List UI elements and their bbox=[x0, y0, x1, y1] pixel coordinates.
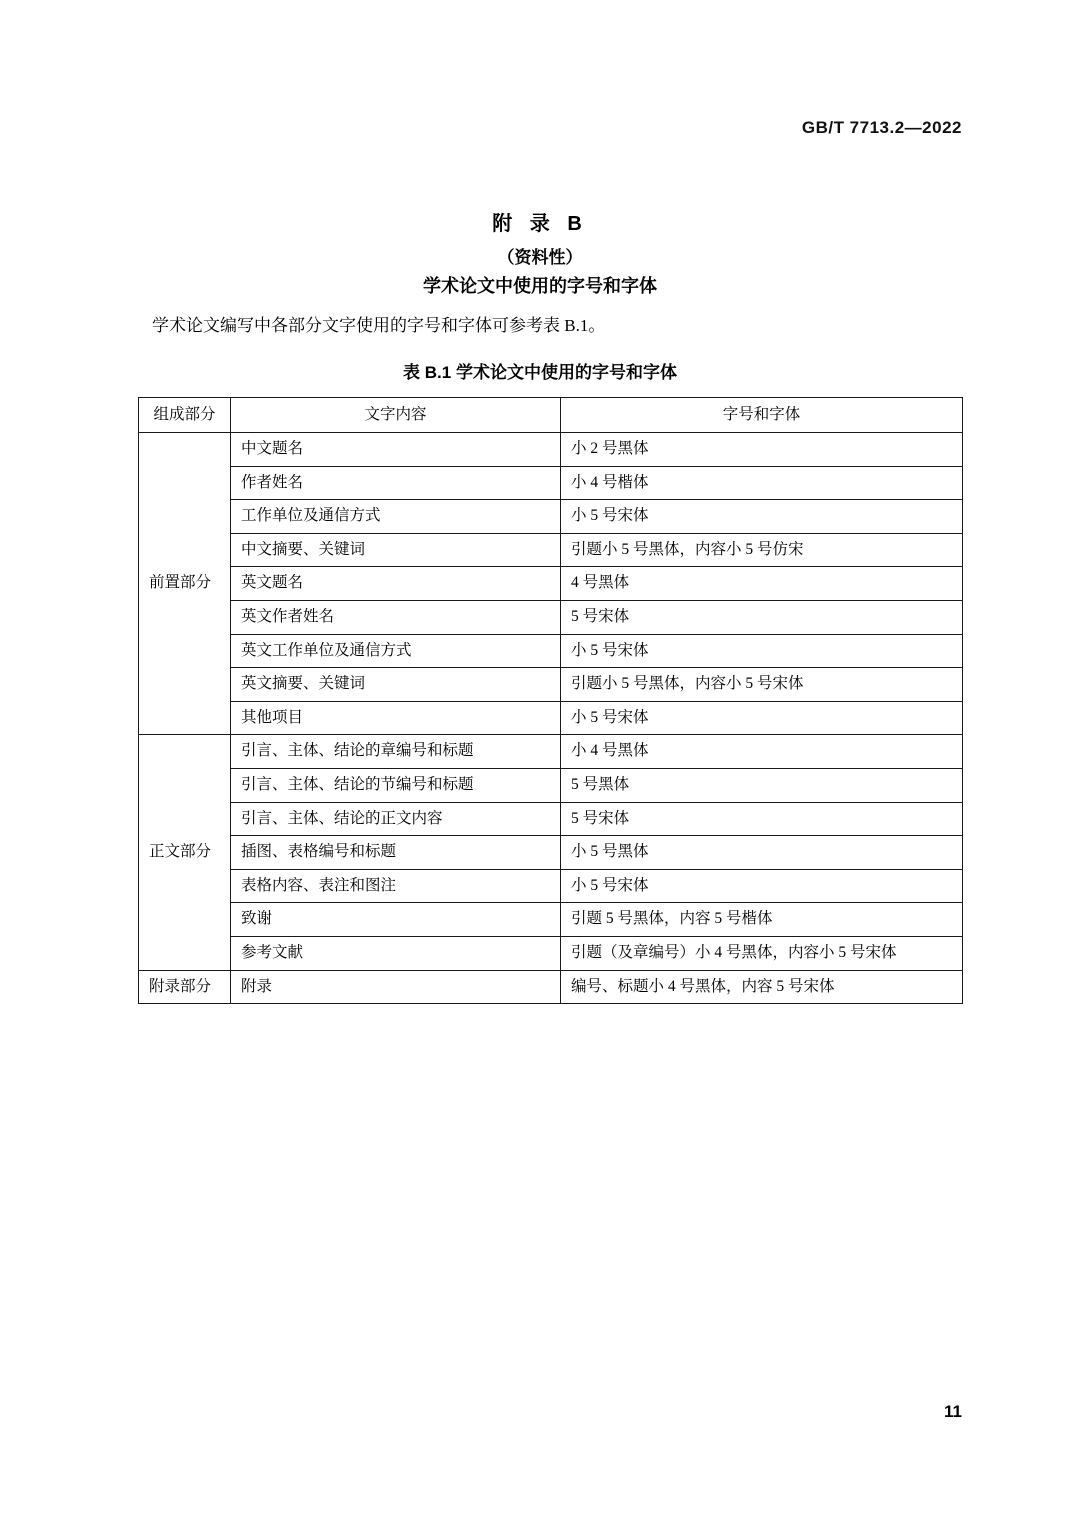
cell-content: 英文摘要、关键词 bbox=[231, 668, 561, 702]
cell-font-spec: 小 5 号宋体 bbox=[561, 500, 963, 534]
cell-content: 引言、主体、结论的正文内容 bbox=[231, 802, 561, 836]
table-row bbox=[139, 500, 963, 534]
column-header-part: 组成部分 bbox=[139, 398, 231, 433]
table-row bbox=[139, 903, 963, 937]
cell-font-spec: 引题小 5 号黑体，内容小 5 号宋体 bbox=[561, 668, 963, 702]
table-row bbox=[139, 466, 963, 500]
cell-font-spec: 5 号宋体 bbox=[561, 600, 963, 634]
intro-paragraph: 学术论文编写中各部分文字使用的字号和字体可参考表 B.1。 bbox=[152, 316, 606, 335]
cell-font-spec: 小 5 号黑体 bbox=[561, 836, 963, 870]
cell-font-spec: 5 号黑体 bbox=[561, 768, 963, 802]
cell-content: 致谢 bbox=[231, 903, 561, 937]
row-group-label: 附录部分 bbox=[139, 970, 231, 1004]
row-group-label: 前置部分 bbox=[139, 433, 231, 735]
cell-font-spec: 引题（及章编号）小 4 号黑体，内容小 5 号宋体 bbox=[561, 936, 963, 970]
cell-content: 工作单位及通信方式 bbox=[231, 500, 561, 534]
cell-font-spec: 编号、标题小 4 号黑体，内容 5 号宋体 bbox=[561, 970, 963, 1004]
cell-content: 英文作者姓名 bbox=[231, 600, 561, 634]
cell-content: 英文工作单位及通信方式 bbox=[231, 634, 561, 668]
table-header bbox=[139, 398, 963, 433]
font-spec-table bbox=[138, 397, 963, 1004]
table-row bbox=[139, 600, 963, 634]
cell-content: 英文题名 bbox=[231, 567, 561, 601]
table-header-row bbox=[139, 398, 963, 433]
row-group-label: 正文部分 bbox=[139, 735, 231, 970]
cell-content: 引言、主体、结论的节编号和标题 bbox=[231, 768, 561, 802]
cell-content: 表格内容、表注和图注 bbox=[231, 869, 561, 903]
cell-font-spec: 小 5 号宋体 bbox=[561, 701, 963, 735]
cell-content: 其他项目 bbox=[231, 701, 561, 735]
cell-font-spec: 引题小 5 号黑体，内容小 5 号仿宋 bbox=[561, 533, 963, 567]
table-row bbox=[139, 735, 963, 769]
table-row bbox=[139, 970, 963, 1004]
table-body bbox=[139, 433, 963, 1004]
column-header-font: 字号和字体 bbox=[561, 398, 963, 433]
table-row bbox=[139, 433, 963, 467]
page-number: 11 bbox=[944, 1402, 962, 1421]
cell-font-spec: 小 4 号黑体 bbox=[561, 735, 963, 769]
annex-kind: （资料性） bbox=[497, 248, 583, 267]
table-row bbox=[139, 668, 963, 702]
standard-number-header: GB/T 7713.2—2022 bbox=[801, 118, 962, 137]
cell-content: 引言、主体、结论的章编号和标题 bbox=[231, 735, 561, 769]
cell-font-spec: 小 4 号楷体 bbox=[561, 466, 963, 500]
cell-content: 参考文献 bbox=[231, 936, 561, 970]
table-row bbox=[139, 533, 963, 567]
cell-font-spec: 小 5 号宋体 bbox=[561, 869, 963, 903]
cell-content: 插图、表格编号和标题 bbox=[231, 836, 561, 870]
cell-font-spec: 引题 5 号黑体，内容 5 号楷体 bbox=[561, 903, 963, 937]
cell-font-spec: 小 2 号黑体 bbox=[561, 433, 963, 467]
cell-content: 附录 bbox=[231, 970, 561, 1004]
table-row bbox=[139, 802, 963, 836]
table-row bbox=[139, 936, 963, 970]
cell-content: 作者姓名 bbox=[231, 466, 561, 500]
column-header-content: 文字内容 bbox=[231, 398, 561, 433]
table-caption: 表 B.1 学术论文中使用的字号和字体 bbox=[403, 363, 677, 382]
cell-content: 中文摘要、关键词 bbox=[231, 533, 561, 567]
table-row bbox=[139, 768, 963, 802]
table-row bbox=[139, 701, 963, 735]
cell-font-spec: 小 5 号宋体 bbox=[561, 634, 963, 668]
cell-font-spec: 5 号宋体 bbox=[561, 802, 963, 836]
annex-label: 附 录 B bbox=[492, 213, 588, 235]
table-row bbox=[139, 567, 963, 601]
cell-font-spec: 4 号黑体 bbox=[561, 567, 963, 601]
table-row bbox=[139, 869, 963, 903]
cell-content: 中文题名 bbox=[231, 433, 561, 467]
table-row bbox=[139, 836, 963, 870]
annex-title: 学术论文中使用的字号和字体 bbox=[423, 276, 657, 296]
table-row bbox=[139, 634, 963, 668]
